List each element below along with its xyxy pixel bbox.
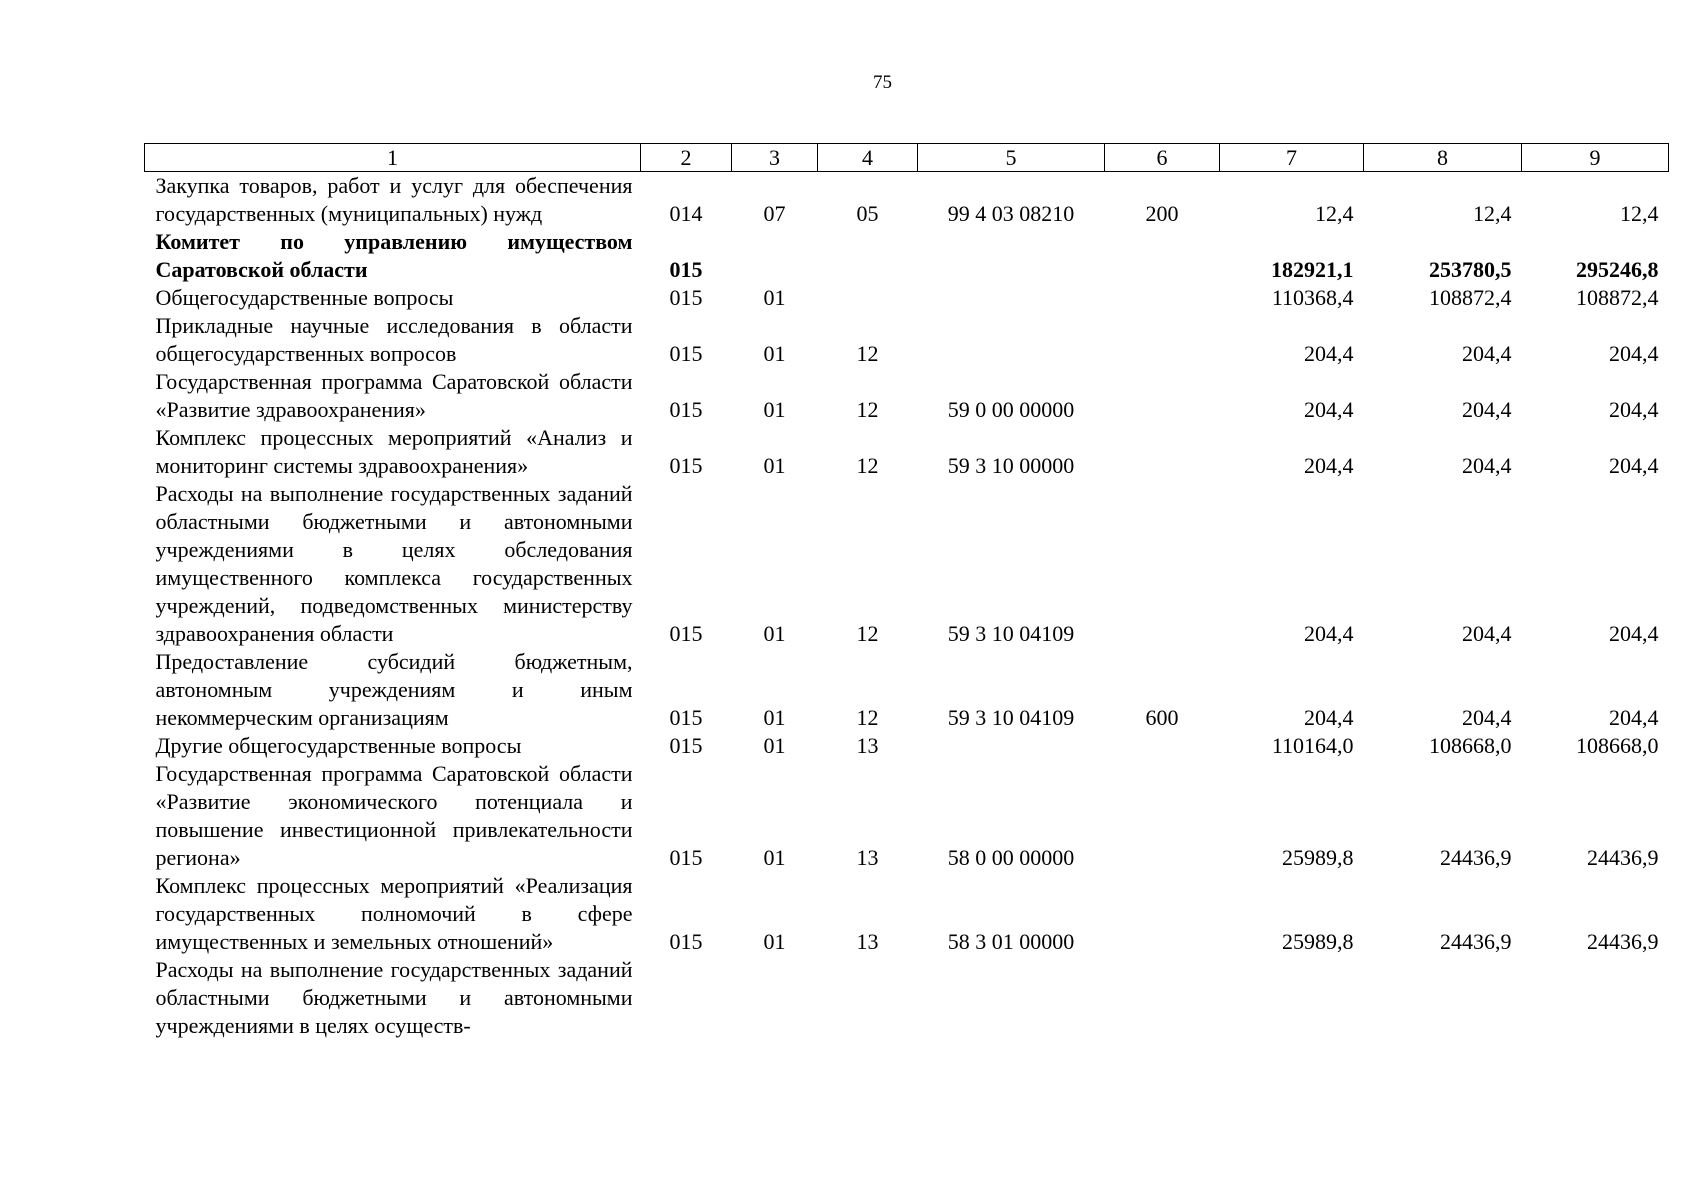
table-row — [145, 956, 1669, 1040]
column-header: 6 — [1105, 144, 1220, 172]
table-header — [145, 144, 1669, 172]
column-header: 5 — [918, 144, 1105, 172]
cell-amount-3: 204,4 — [1609, 621, 1659, 646]
cell-section: 01 — [763, 845, 786, 870]
cell-amount-1: 182921,1 — [1271, 257, 1354, 282]
cell-target-article: 59 0 00 00000 — [947, 397, 1075, 422]
cell-amount-1 — [1220, 956, 1364, 1040]
table-row — [145, 424, 1669, 480]
cell-code: 014 — [669, 201, 703, 226]
table-row — [145, 872, 1669, 956]
cell-amount-2: 24436,9 — [1440, 929, 1512, 954]
column-header: 9 — [1522, 144, 1669, 172]
table-body — [145, 172, 1669, 1041]
cell-code: 015 — [669, 453, 703, 478]
cell-amount-2: 108668,0 — [1429, 733, 1512, 758]
cell-subsection: 12 — [856, 705, 879, 730]
cell-subsection: 12 — [856, 453, 879, 478]
cell-section: 01 — [763, 453, 786, 478]
cell-subsection: 13 — [856, 929, 879, 954]
cell-subsection: 12 — [856, 621, 879, 646]
cell-code: 015 — [669, 845, 703, 870]
cell-amount-1: 204,4 — [1304, 341, 1354, 366]
cell-section: 01 — [763, 397, 786, 422]
cell-expense-type — [1105, 760, 1220, 872]
row-name: Комплекс процессных мероприятий «Анализ и мониторинг системы здравоохранения» — [155, 425, 633, 478]
row-name: Предоставление субсидий бюджетным, автономным учреждениям и иным некоммерческим организациям — [155, 649, 633, 730]
cell-target-article — [918, 312, 1105, 368]
table-row — [145, 760, 1669, 872]
table-row — [145, 648, 1669, 732]
cell-amount-1: 204,4 — [1304, 621, 1354, 646]
cell-section: 01 — [763, 705, 786, 730]
cell-code: 015 — [669, 285, 703, 310]
column-header: 8 — [1364, 144, 1522, 172]
cell-amount-2: 204,4 — [1462, 705, 1512, 730]
cell-amount-2: 204,4 — [1462, 621, 1512, 646]
cell-target-article: 59 3 10 00000 — [947, 453, 1075, 478]
row-name: Комплекс процессных мероприятий «Реализация государственных полномочий в сфере имущественных и земельных отношений» — [155, 873, 633, 954]
cell-amount-1: 12,4 — [1315, 201, 1354, 226]
cell-subsection — [818, 228, 918, 284]
cell-subsection: 12 — [856, 341, 879, 366]
cell-target-article: 99 4 03 08210 — [947, 201, 1075, 226]
row-name: Расходы на выполнение государственных заданий областными бюджетными и автономными учреждениями в целях обследования имущественного комплекса государственных учреждений, подведомственных министерству здравоохранения области — [155, 481, 633, 646]
cell-amount-2: 204,4 — [1462, 453, 1512, 478]
table-row — [145, 480, 1669, 648]
cell-amount-3: 204,4 — [1609, 453, 1659, 478]
cell-amount-1: 110164,0 — [1271, 733, 1354, 758]
cell-target-article — [918, 284, 1105, 312]
cell-expense-type — [1105, 424, 1220, 480]
cell-amount-3 — [1522, 956, 1669, 1040]
column-header: 3 — [732, 144, 818, 172]
table-row — [145, 284, 1669, 312]
row-name: Комитет по управлению имуществом Саратовской области — [155, 229, 633, 282]
cell-amount-2: 204,4 — [1462, 397, 1512, 422]
cell-amount-3: 24436,9 — [1587, 929, 1659, 954]
cell-code: 015 — [669, 733, 703, 758]
cell-expense-type: 600 — [1145, 705, 1179, 730]
cell-amount-1: 204,4 — [1304, 453, 1354, 478]
column-header: 7 — [1220, 144, 1364, 172]
table-row — [145, 368, 1669, 424]
cell-amount-1: 25989,8 — [1282, 929, 1354, 954]
table-row — [145, 172, 1669, 229]
cell-target-article — [918, 732, 1105, 760]
cell-subsection — [818, 284, 918, 312]
cell-amount-2: 24436,9 — [1440, 845, 1512, 870]
cell-code: 015 — [669, 621, 703, 646]
column-header: 1 — [145, 144, 641, 172]
cell-amount-3: 204,4 — [1609, 397, 1659, 422]
table-row — [145, 312, 1669, 368]
cell-subsection — [818, 956, 918, 1040]
cell-amount-3: 108872,4 — [1576, 285, 1659, 310]
cell-subsection: 13 — [856, 845, 879, 870]
page-number: 75 — [873, 72, 892, 93]
cell-section: 01 — [763, 621, 786, 646]
column-header: 2 — [641, 144, 732, 172]
row-name: Закупка товаров, работ и услуг для обеспечения государственных (муниципальных) нужд — [155, 173, 633, 226]
cell-section: 01 — [763, 929, 786, 954]
cell-target-article: 59 3 10 04109 — [947, 705, 1075, 730]
cell-section: 01 — [763, 733, 786, 758]
row-name: Государственная программа Саратовской области «Развитие здравоохранения» — [155, 369, 633, 422]
budget-table — [144, 143, 1669, 1040]
cell-target-article: 59 3 10 04109 — [947, 621, 1075, 646]
row-name: Общегосударственные вопросы — [155, 285, 454, 310]
cell-expense-type — [1105, 312, 1220, 368]
row-name: Прикладные научные исследования в области общегосударственных вопросов — [155, 313, 633, 366]
cell-code: 015 — [669, 705, 703, 730]
cell-amount-3: 12,4 — [1620, 201, 1659, 226]
cell-expense-type — [1105, 368, 1220, 424]
cell-amount-2: 204,4 — [1462, 341, 1512, 366]
cell-amount-3: 204,4 — [1609, 705, 1659, 730]
table-row — [145, 228, 1669, 284]
cell-target-article — [918, 956, 1105, 1040]
cell-code: 015 — [669, 929, 703, 954]
cell-amount-1: 204,4 — [1304, 397, 1354, 422]
column-header: 4 — [818, 144, 918, 172]
cell-code: 015 — [669, 257, 703, 282]
cell-amount-3: 24436,9 — [1587, 845, 1659, 870]
cell-target-article — [918, 228, 1105, 284]
cell-code — [641, 956, 732, 1040]
cell-expense-type — [1105, 228, 1220, 284]
cell-amount-2 — [1364, 956, 1522, 1040]
cell-section — [732, 956, 818, 1040]
row-name: Государственная программа Саратовской области «Развитие экономического потенциала и повышение инвестиционной привлекательности региона» — [155, 761, 633, 870]
cell-subsection: 05 — [856, 201, 879, 226]
row-name: Расходы на выполнение государственных заданий областными бюджетными и автономными учреждениями в целях осуществ- — [155, 957, 633, 1038]
cell-amount-2: 253780,5 — [1429, 257, 1512, 282]
cell-section: 07 — [763, 201, 786, 226]
cell-amount-2: 108872,4 — [1429, 285, 1512, 310]
cell-target-article: 58 0 00 00000 — [947, 845, 1075, 870]
cell-expense-type — [1105, 284, 1220, 312]
cell-code: 015 — [669, 341, 703, 366]
row-name: Другие общегосударственные вопросы — [155, 733, 522, 758]
cell-amount-1: 110368,4 — [1271, 285, 1354, 310]
cell-amount-3: 204,4 — [1609, 341, 1659, 366]
cell-section: 01 — [763, 341, 786, 366]
cell-code: 015 — [669, 397, 703, 422]
cell-amount-1: 204,4 — [1304, 705, 1354, 730]
cell-subsection: 12 — [856, 397, 879, 422]
table-row — [145, 732, 1669, 760]
cell-amount-2: 12,4 — [1473, 201, 1512, 226]
cell-target-article: 58 3 01 00000 — [947, 929, 1075, 954]
cell-subsection: 13 — [856, 733, 879, 758]
cell-amount-3: 295246,8 — [1576, 257, 1659, 282]
cell-section: 01 — [763, 285, 786, 310]
cell-expense-type — [1105, 956, 1220, 1040]
cell-expense-type — [1105, 872, 1220, 956]
cell-expense-type: 200 — [1145, 201, 1179, 226]
cell-expense-type — [1105, 480, 1220, 648]
cell-amount-1: 25989,8 — [1282, 845, 1354, 870]
header-row — [145, 144, 1669, 172]
cell-section — [732, 228, 818, 284]
cell-amount-3: 108668,0 — [1576, 733, 1659, 758]
cell-expense-type — [1105, 732, 1220, 760]
